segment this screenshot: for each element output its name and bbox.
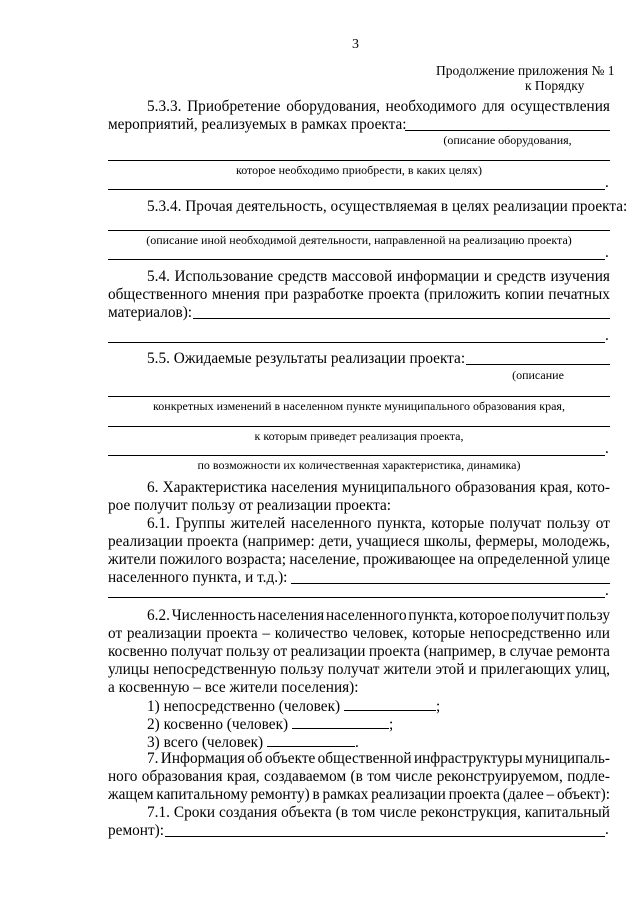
word: школы, — [423, 533, 472, 550]
word: информации — [396, 268, 480, 285]
s533-blank-3[interactable] — [108, 189, 605, 190]
word: (приложить — [424, 286, 501, 303]
word: том — [367, 768, 391, 785]
word: подле- — [567, 768, 610, 785]
word: образования — [141, 768, 223, 785]
s534-end: . — [605, 244, 609, 261]
s62-item-1-end: ; — [435, 698, 441, 715]
header-line-2: к Порядку — [525, 78, 585, 93]
word: населения — [271, 479, 338, 496]
s55-blank-4[interactable] — [108, 455, 605, 456]
word: реализации — [371, 786, 446, 803]
s62-line-2 — [108, 625, 610, 642]
s533-line-1 — [147, 98, 610, 115]
page-number: 3 — [352, 37, 359, 52]
word: фермеры, — [475, 533, 538, 550]
s534-line-1: 5.3.4. Прочая деятельность, осуществляемая в целях реализации проекта: — [147, 198, 628, 215]
s62-line-1 — [147, 607, 610, 624]
word: от — [108, 625, 123, 642]
word: инфраструктуры — [413, 750, 523, 767]
s533-line-2: мероприятий, реализуемых в рамках проекта: — [108, 116, 407, 133]
s55-blank-3[interactable] — [108, 426, 610, 427]
s71-line-2: ремонт): — [108, 822, 164, 839]
word: учащиеся — [356, 533, 420, 550]
word: (в — [335, 804, 348, 821]
s533-blank-1[interactable] — [405, 130, 610, 131]
word: кото- — [576, 479, 610, 496]
s61-blank-1[interactable] — [291, 583, 610, 584]
s7-line-2 — [108, 768, 610, 785]
word: случае — [509, 643, 553, 660]
word: числе — [395, 768, 433, 785]
s55-hint-1: (описание — [512, 368, 564, 382]
s62-item-1-label: 1) непосредственно (человек) — [147, 698, 341, 715]
word: определенной — [477, 551, 569, 568]
word: улице — [572, 551, 610, 568]
word: – — [546, 786, 555, 803]
s61-end: . — [605, 582, 609, 599]
word: или — [585, 625, 610, 642]
word: объекте — [264, 750, 316, 767]
word: улиц, — [575, 661, 610, 678]
word: пункта, — [408, 607, 458, 624]
s62-item-1 — [147, 697, 440, 715]
word: которые — [431, 515, 485, 532]
word: проекта — [448, 786, 500, 803]
word: этой — [435, 661, 465, 678]
header-line-1: Продолжение приложения № 1 — [436, 63, 615, 78]
s54-line-3: материалов): — [108, 304, 193, 321]
s62-item-2-blank[interactable] — [292, 715, 389, 729]
word: объект): — [556, 786, 610, 803]
word: непосредственную — [153, 661, 277, 678]
s533-end: . — [605, 174, 609, 191]
s62-item-2-label: 2) косвенно (человек) — [147, 716, 289, 733]
s54-end: . — [605, 327, 609, 344]
word: человек, — [352, 625, 408, 642]
s55-hint-4: по возможности их количественная характеристика, динамика) — [197, 458, 521, 472]
s62-item-3-label: 3) всего (человек) — [147, 734, 264, 751]
word: в — [498, 643, 507, 660]
s62-line-3 — [108, 643, 610, 660]
word: от — [595, 515, 610, 532]
word: дети, — [318, 533, 353, 550]
s61-blank-2[interactable] — [108, 597, 605, 598]
word: создаваемом — [264, 768, 347, 785]
word: (например, — [423, 643, 496, 660]
s54-line-1 — [147, 268, 610, 285]
word: объекта — [281, 804, 332, 821]
word: косвенно — [108, 643, 168, 660]
word: (далее — [502, 786, 544, 803]
word: создания — [218, 804, 278, 821]
s55-blank-1[interactable] — [466, 364, 610, 365]
word: 6.2. — [147, 607, 170, 624]
word: жащем — [108, 786, 154, 803]
word: пользу — [566, 607, 610, 624]
word: жителей — [230, 515, 286, 532]
word: молодежь, — [542, 533, 610, 550]
word: 5.4. — [147, 268, 170, 285]
s54-blank-1[interactable] — [193, 318, 610, 319]
word: и — [483, 268, 492, 285]
word: муниципального — [341, 479, 451, 496]
s6-line-2: рое получит пользу от реализации проекта: — [108, 497, 391, 514]
word: осуществления — [510, 98, 610, 115]
s55-hint-2: конкретных изменений в населенном пункте муниципального образования края, — [153, 399, 565, 413]
word: количество — [274, 625, 348, 642]
word: разработке — [293, 286, 364, 303]
s61-line-4: населенного пункта, и т.д.): — [108, 569, 288, 586]
word: получат — [170, 643, 223, 660]
word: об — [247, 750, 263, 767]
word: непосредственно — [469, 625, 582, 642]
word: ного — [108, 768, 138, 785]
s533-blank-2[interactable] — [108, 160, 610, 161]
word: пользу — [546, 515, 591, 532]
word: которое — [458, 607, 510, 624]
s54-blank-2[interactable] — [108, 342, 605, 343]
word: пользу — [280, 661, 324, 678]
word: жители — [383, 661, 432, 678]
word: Использование — [174, 268, 274, 285]
word: мнения — [211, 286, 260, 303]
word: печатных — [548, 286, 610, 303]
word: том — [351, 804, 376, 821]
word: Численность — [171, 607, 256, 624]
word: – — [262, 625, 271, 642]
word: общественного — [108, 286, 208, 303]
word: ремонта — [556, 643, 610, 660]
word: реконструируемом, — [436, 768, 563, 785]
s62-line-5: а косвенную – все жители поселения): — [108, 679, 359, 696]
word: средств — [277, 268, 328, 285]
s61-line-2 — [108, 533, 610, 550]
s62-line-4 — [108, 661, 610, 678]
s55-end: . — [605, 440, 609, 457]
word: массовой — [331, 268, 393, 285]
word: (например: — [242, 533, 315, 550]
s61-line-1 — [147, 515, 610, 532]
s71-end: . — [605, 821, 609, 838]
word: рамках — [322, 786, 369, 803]
word: реализации — [108, 533, 183, 550]
word: населения — [257, 607, 325, 624]
s54-line-2 — [108, 286, 610, 303]
word: реконструкция, — [420, 804, 521, 821]
word: которые — [412, 625, 466, 642]
s7-line-3 — [108, 786, 610, 803]
word: от — [273, 643, 288, 660]
word: проекта — [206, 625, 258, 642]
word: для — [482, 98, 505, 115]
word: муниципаль- — [525, 750, 610, 767]
word: пункта, — [376, 515, 426, 532]
word: Информация — [160, 750, 245, 767]
word: возраста; — [226, 551, 286, 568]
word: при — [264, 286, 289, 303]
word: 6.1. — [147, 515, 170, 532]
s62-item-3-end: . — [354, 734, 359, 751]
word: Характеристика — [162, 479, 268, 496]
s61-line-3 — [108, 551, 610, 568]
s62-item-3 — [147, 733, 359, 751]
word: Приобретение — [187, 98, 281, 115]
s55-hint-3: к которым приведет реализация проекта, — [254, 429, 464, 443]
s55-line-1: 5.5. Ожидаемые результаты реализации проекта: — [147, 350, 466, 367]
word: реализации — [290, 643, 366, 660]
word: средств — [496, 268, 546, 285]
word: прилегающих — [480, 661, 572, 678]
word: 5.3.3. — [147, 98, 182, 115]
word: в — [312, 786, 320, 803]
s534-blank-1[interactable] — [108, 230, 610, 231]
word: улицы — [108, 661, 150, 678]
word: копии — [505, 286, 544, 303]
word: 7. — [147, 750, 159, 767]
s533-hint-2: которое необходимо приобрести, в каких целях) — [235, 163, 483, 177]
word: населенного — [290, 515, 372, 532]
s62-item-3-blank[interactable] — [267, 733, 355, 747]
s71-blank-1[interactable] — [165, 836, 605, 837]
word: общественной — [317, 750, 412, 767]
s534-hint: (описание иной необходимой деятельности, направленной на реализацию проекта) — [146, 233, 572, 247]
word: пожилого — [159, 551, 223, 568]
word: числе — [379, 804, 417, 821]
word: населенного — [325, 607, 407, 624]
word: края, — [539, 479, 573, 496]
word: изучения — [550, 268, 610, 285]
word: необходимого — [385, 98, 477, 115]
word: края, — [226, 768, 260, 785]
word: жители — [108, 551, 157, 568]
word: получат — [327, 661, 380, 678]
word: 7.1. — [147, 804, 170, 821]
s55-blank-2[interactable] — [108, 396, 610, 397]
s533-hint-1: (описание оборудования, — [443, 133, 572, 147]
word: капитальному — [156, 786, 248, 803]
word: проекта — [368, 286, 420, 303]
word: на — [458, 551, 474, 568]
word: 6. — [147, 479, 159, 496]
word: получит — [511, 607, 565, 624]
s7-line-1 — [147, 750, 610, 767]
word: Группы — [175, 515, 226, 532]
s534-blank-2[interactable] — [108, 259, 605, 260]
word: проекта — [186, 533, 239, 550]
s62-item-2-end: ; — [388, 716, 394, 733]
word: образования — [455, 479, 536, 496]
word: пользу — [225, 643, 270, 660]
word: оборудования, — [286, 98, 380, 115]
word: проекта — [368, 643, 421, 660]
word: проживающее — [363, 551, 456, 568]
word: ремонту) — [250, 786, 310, 803]
s62-item-1-blank[interactable] — [344, 697, 436, 711]
word: реализации — [126, 625, 202, 642]
word: и — [468, 661, 477, 678]
word: население, — [289, 551, 360, 568]
s71-line-1 — [147, 804, 610, 821]
s6-line-1 — [147, 479, 610, 496]
word: (в — [350, 768, 363, 785]
s62-item-2 — [147, 715, 393, 733]
word: капитальный — [524, 804, 610, 821]
word: получат — [489, 515, 542, 532]
word: Сроки — [173, 804, 216, 821]
